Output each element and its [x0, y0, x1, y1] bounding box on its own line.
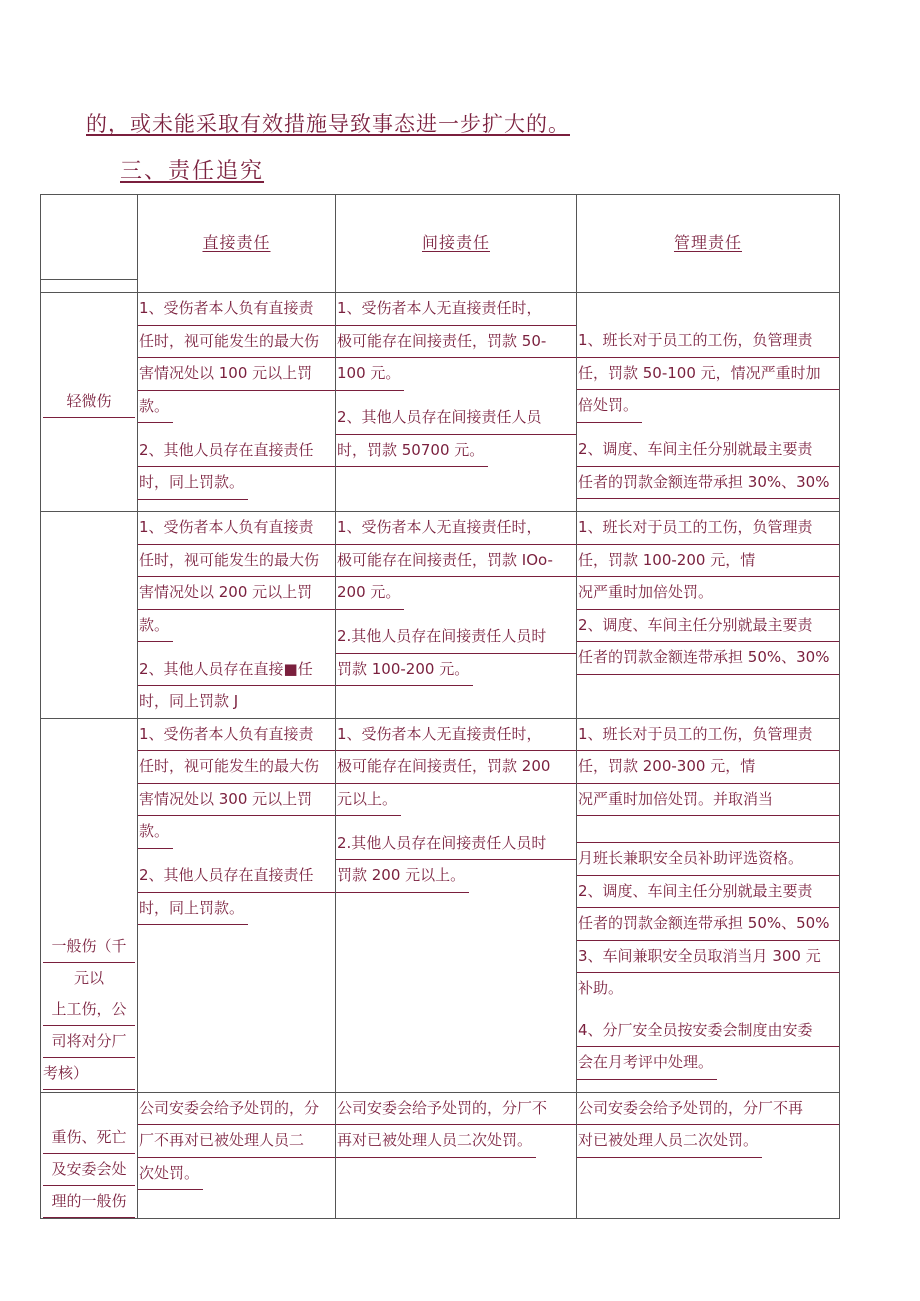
indirect-line: 200 元。	[336, 577, 404, 610]
header-direct-cell	[138, 195, 336, 293]
indirect-line: 时，罚款 50700 元。	[336, 435, 488, 468]
indirect-line: 1、受伤者本人无直接责任时，	[336, 293, 576, 326]
direct-line: 时，同上罚款。	[138, 893, 248, 926]
table-header-row	[41, 195, 840, 293]
header-indirect: 间接责任	[421, 233, 490, 253]
direct-line: 2、其他人员存在直接■任	[138, 654, 335, 687]
management-line: 任，罚款 200-300 元，情	[577, 751, 839, 784]
direct-line: 款。	[138, 816, 173, 849]
direct-line: 害情况处以 100 元以上罚	[138, 358, 335, 391]
direct-line: 款。	[138, 391, 173, 424]
management-line: 1、班长对于员工的工伤，负管理责	[577, 512, 839, 545]
indirect-line: 2.其他人员存在间接责任人员时	[336, 621, 576, 654]
direct-cell	[138, 718, 336, 1092]
direct-line: 1、受伤者本人负有直接责	[138, 512, 335, 545]
intro-text: 的，或未能采取有效措施导致事态进一步扩大的。	[86, 112, 570, 136]
indirect-cell	[336, 512, 577, 719]
row-category-line: 重伤、死亡	[43, 1122, 135, 1154]
row-category-line: 轻微伤	[43, 386, 135, 418]
indirect-line: 2、其他人员存在间接责任人员	[336, 402, 576, 435]
management-line: 2、调度、车间主任分别就最主要责	[577, 610, 839, 643]
indirect-line: 罚款 100-200 元。	[336, 654, 473, 687]
row-category-line: 考核）	[43, 1058, 135, 1090]
management-line: 况严重时加倍处罚。	[577, 577, 839, 610]
management-line: 任，罚款 100-200 元，情	[577, 545, 839, 578]
direct-line: 任时，视可能发生的最大伤	[138, 326, 335, 359]
indirect-line: 2.其他人员存在间接责任人员时	[336, 828, 576, 861]
management-cell	[577, 512, 840, 719]
direct-line: 时，同上罚款 J	[139, 692, 239, 710]
direct-line: 害情况处以 200 元以上罚	[138, 577, 335, 610]
direct-cell	[138, 512, 336, 719]
management-line: 对已被处理人员二次处罚。	[577, 1125, 762, 1158]
responsibility-table	[40, 194, 840, 1219]
management-line: 月班长兼职安全员补助评选资格。	[577, 843, 839, 876]
row-category-line: 理的一般伤	[43, 1186, 135, 1218]
direct-line: 1、受伤者本人负有直接责	[138, 293, 335, 326]
row-category-line: 司将对分厂	[43, 1026, 135, 1058]
row-category-cell	[41, 718, 138, 1092]
management-line: 2、调度、车间主任分别就最主要责	[577, 434, 839, 467]
direct-line: 款。	[138, 610, 173, 643]
management-line: 况严重时加倍处罚。并取消当	[577, 784, 839, 817]
row-category-line: 上工伤，公	[43, 994, 135, 1026]
indirect-line: 1、受伤者本人无直接责任时，	[336, 719, 576, 752]
direct-line: 害情况处以 300 元以上罚	[138, 784, 335, 817]
row-category-cell	[41, 1092, 138, 1218]
management-line: 公司安委会给予处罚的，分厂不再	[577, 1093, 839, 1126]
table-row	[41, 718, 840, 1092]
row-category-line: 元以	[73, 968, 104, 987]
direct-line: 时，同上罚款。	[138, 467, 248, 500]
indirect-cell	[336, 1092, 577, 1218]
management-line: 任者的罚款金额连带承担 50%、50%	[577, 908, 839, 941]
management-cell	[577, 293, 840, 512]
direct-line: 任时，视可能发生的最大伤	[138, 751, 335, 784]
header-indirect-cell	[336, 195, 577, 293]
corner-divider	[41, 279, 137, 280]
indirect-cell	[336, 293, 577, 512]
direct-line: 2、其他人员存在直接责任	[138, 860, 335, 893]
indirect-line: 100 元。	[336, 358, 404, 391]
direct-line: 次处罚。	[138, 1158, 203, 1191]
indirect-line: 再对已被处理人员二次处罚。	[336, 1125, 536, 1158]
indirect-line: 1、受伤者本人无直接责任时，	[336, 512, 576, 545]
indirect-line: 罚款 200 元以上。	[336, 860, 469, 893]
direct-line: 厂不再对已被处理人员二	[138, 1125, 335, 1158]
management-cell	[577, 718, 840, 1092]
indirect-line: 公司安委会给予处罚的，分厂不	[336, 1093, 576, 1126]
header-management-cell	[577, 195, 840, 293]
table-row	[41, 512, 840, 719]
table-row	[41, 293, 840, 512]
row-category-line: 及安委会处	[43, 1154, 135, 1186]
spacer	[577, 816, 839, 843]
indirect-line: 元以上。	[336, 784, 401, 817]
management-line: 补助。	[578, 979, 624, 997]
indirect-cell	[336, 718, 577, 1092]
management-line: 1、班长对于员工的工伤，负管理责	[577, 325, 839, 358]
indirect-line: 极可能存在间接责任，罚款 200	[336, 751, 576, 784]
management-line: 2、调度、车间主任分别就最主要责	[577, 876, 839, 909]
management-line: 任者的罚款金额连带承担 50%、30%	[577, 642, 839, 675]
direct-line: 公司安委会给予处罚的，分	[138, 1093, 335, 1126]
indirect-line: 极可能存在间接责任，罚款 50-	[336, 326, 576, 359]
row-category-line: 一般伤（千	[43, 931, 135, 963]
header-direct: 直接责任	[202, 233, 271, 253]
management-line: 3、车间兼职安全员取消当月 300 元	[577, 941, 839, 974]
direct-cell	[138, 1092, 336, 1218]
row-category-cell	[41, 512, 138, 719]
row-category-cell	[41, 293, 138, 512]
management-line: 任者的罚款金额连带承担 30%、30%	[577, 467, 839, 500]
section-title: 三、责任追究	[120, 159, 265, 184]
direct-line: 1、受伤者本人负有直接责	[138, 719, 335, 752]
spacer	[577, 1005, 839, 1015]
indirect-line: 极可能存在间接责任，罚款 IOo-	[336, 545, 576, 578]
direct-line: 任时，视可能发生的最大伤	[138, 545, 335, 578]
management-cell	[577, 1092, 840, 1218]
management-line: 倍处罚。	[577, 390, 642, 423]
direct-cell	[138, 293, 336, 512]
management-line: 会在月考评中处理。	[577, 1047, 717, 1080]
management-line: 4、分厂安全员按安委会制度由安委	[577, 1015, 839, 1048]
header-management: 管理责任	[673, 233, 742, 253]
management-line: 任，罚款 50-100 元，情况严重时加	[577, 358, 839, 391]
header-category-cell	[41, 195, 138, 293]
spacer	[577, 293, 839, 325]
direct-line: 2、其他人员存在直接责任	[138, 435, 335, 468]
management-line: 1、班长对于员工的工伤，负管理责	[577, 719, 839, 752]
table-row	[41, 1092, 840, 1218]
